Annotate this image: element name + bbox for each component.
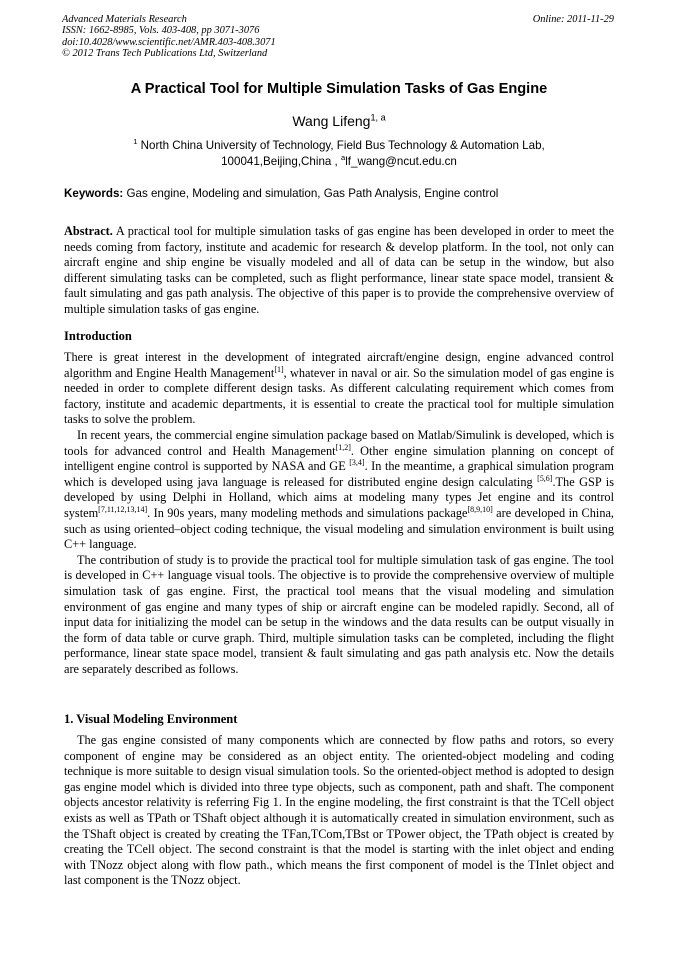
introduction-heading: Introduction xyxy=(64,329,132,343)
text: . In the meantime, a graphical simulation program which is developed using java language is released for distributed engine design calculating xyxy=(64,459,614,489)
keywords-label: Keywords: xyxy=(64,187,124,200)
text: , whatever in naval or air. So the simulation model of gas engine is needed in order to complete different design tasks. As different calculating requirement which comes from factory, institute and academic departments, it is essential to create the practical tool for multiple simulation tasks to solve the problem. xyxy=(64,365,615,427)
text: . Other engine simulation planning on concept of intelligent engine control is supported by NASA and GE xyxy=(64,443,614,474)
abstract xyxy=(64,224,614,318)
citation: [8,9,10] xyxy=(467,504,493,514)
section-1-body xyxy=(64,733,614,889)
abstract-label: Abstract. xyxy=(64,224,113,238)
citation: [1] xyxy=(274,364,284,374)
text: In recent years, the commercial engine simulation package based on Matlab/Simulink is developed, which is tools for advanced control and Health Management xyxy=(64,427,614,458)
author-line xyxy=(0,113,678,129)
doi-line: doi:10.4028/www.scientific.net/AMR.403-408.3071 xyxy=(62,36,276,48)
keywords xyxy=(64,187,498,200)
author-name: Wang Lifeng xyxy=(292,113,371,129)
copyright-line: © 2012 Trans Tech Publications Ltd, Switzerland xyxy=(62,47,268,59)
email-sup: a xyxy=(341,152,346,162)
affiliation-line-2: 100041,Beijing,China , xyxy=(221,154,341,168)
citation: [5,6] xyxy=(537,473,553,483)
issn-line: ISSN: 1662-8985, Vols. 403-408, pp 3071-3076 xyxy=(62,25,260,37)
text: There is great interest in the development of integrated aircraft/engine design, engine advanced control algorithm and Engine Health Management xyxy=(64,350,614,380)
paper-title: A Practical Tool for Multiple Simulation Tasks of Gas Engine xyxy=(130,81,548,97)
section-1-heading: 1. Visual Modeling Environment xyxy=(64,712,238,726)
citation: [3,4] xyxy=(349,458,365,468)
affiliation-line-1: North China University of Technology, Field Bus Technology & Automation Lab, xyxy=(137,139,545,152)
text: are developed in China, such as using oriented–object coding technique, the visual modeling and simulation environment is built using C++ language. xyxy=(64,505,614,552)
text: . In 90s years, many modeling methods and simulations package xyxy=(147,505,468,520)
abstract-text: A practical tool for multiple simulation tasks of gas engine has been developed in order to meet the needs coming from factory, institute and academic for research & develop platform. In the tool, not only can aircraft engine and ship engine be visually modeled and all of data can be setup in the window, but also different simulating tasks can be completed, such as flight performance, linear state space model, transient & fault simulating and gas path analysis. The objective of this paper is to provide the comprehensive overview of multiple simulation tasks of gas engine. xyxy=(64,224,614,316)
citation: [1,2] xyxy=(335,442,351,452)
keywords-list: Gas engine, Modeling and simulation, Gas Path Analysis, Engine control xyxy=(123,187,499,200)
section-1-paragraph-1: The gas engine consisted of many components which are connected by flow paths and rotors, so every component of engine may be considered as an object entity. The oriented-object modeling and coding technique is more suitable to design visual simulation tools. So the oriented-object method is adopted to design gas engine model which is divided into three type objects, such as component, path and shaft. The component objects ancestor relativity is referring Fig 1. In the engine modeling, the first constraint is that the TCell object exists as well as TPath or TShaft object although it is automatically created in simulation environment, such as the TShaft object is created by creating the TFan,TCom,TBst or TPower object, the TPath object is created by creating the TCell object. The second constraint is that the model is starting with the inlet object and ending with TNozz object along with flow path., which means the first component of model is the TInlet object and last component is the TNozz object. xyxy=(64,733,614,888)
intro-paragraph-2 xyxy=(64,428,614,553)
intro-paragraph-3: The contribution of study is to provide the practical tool for multiple simulation task of gas engine. The tool is developed in C++ language visual tools. The objective is to provide the comprehensive overview of multiple simulation task of gas engine. First, the practical tool means that the visual modeling and simulation environment of gas engine and many types of ship or aircraft engine can be modeled rapidly. Second, all of input data for initializing the model can be setup in the windows and the data results can be output visually in the form of data table or curve graph. Third, multiple simulation tasks can be completed, including the flight performance, linear state space model, transient & fault simulating and gas path analysis etc. Now the details are separately described as follows. xyxy=(64,552,614,676)
online-date: Online: 2011-11-29 xyxy=(532,14,614,25)
author-sup: 1, a xyxy=(370,112,386,123)
introduction-body xyxy=(64,350,614,677)
affiliation-sup: 1 xyxy=(133,137,138,147)
journal-name: Advanced Materials Research xyxy=(62,14,187,25)
journal-header xyxy=(62,14,276,59)
author-email: lf_wang@ncut.edu.cn xyxy=(345,154,457,168)
citation: [7,11,12,13,14] xyxy=(98,504,148,514)
intro-paragraph-1 xyxy=(64,350,614,428)
text: .The GSP is developed by using Delphi in Holland, which aims at modeling many types Jet engine and its control system xyxy=(64,474,614,520)
affiliation xyxy=(0,138,678,169)
